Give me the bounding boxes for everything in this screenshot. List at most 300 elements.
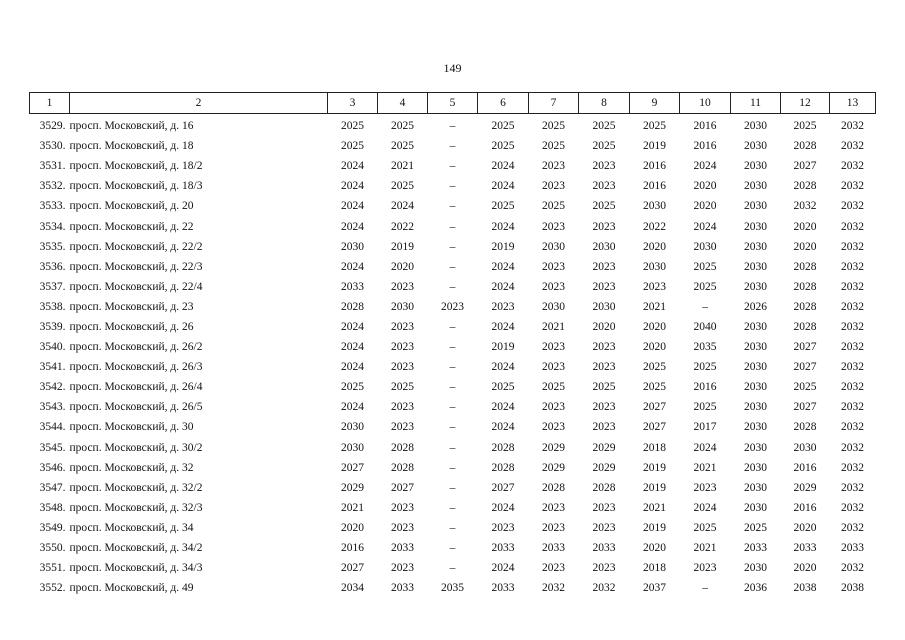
year-cell: 2023 [592,521,616,534]
year-cell: 2032 [592,582,616,595]
year-cell: 2022 [643,220,666,233]
table-row [30,216,876,236]
table-row [30,558,876,578]
year-cell: 2033 [592,542,616,555]
year-cell: 2030 [744,120,767,133]
year-cell: 2025 [643,381,666,394]
year-cell: 2023 [592,501,616,514]
year-cell: 2030 [744,401,767,414]
year-cell: 2025 [592,120,616,133]
table-row [30,114,876,137]
year-cell: 2029 [542,441,565,454]
year-cell: – [449,120,456,133]
year-cell: 2029 [592,461,616,474]
year-cell: 2023 [542,220,565,233]
year-cell: 2030 [693,240,717,253]
header-cell: 2 [70,93,328,114]
row-number-cell: 3540. [39,341,66,354]
year-cell: 2030 [744,280,767,293]
year-cell: 2024 [341,180,364,193]
year-cell: 2021 [693,542,717,555]
year-cell: 2025 [693,401,717,414]
year-cell: 2019 [643,481,666,494]
year-cell: 2025 [744,521,767,534]
year-cell: 2030 [744,421,767,434]
year-cell: 2038 [841,582,864,595]
address-cell: просп. Московский, д. 16 [69,120,194,133]
year-cell: 2019 [643,461,666,474]
year-cell: 2029 [542,461,565,474]
row-number-cell: 3546. [39,461,66,474]
year-cell: 2024 [693,441,717,454]
address-cell: просп. Московский, д. 34 [69,521,194,534]
year-cell: 2024 [341,220,364,233]
year-cell: 2023 [542,160,565,173]
year-cell: 2033 [491,582,515,595]
table-row [30,257,876,277]
year-cell: 2033 [341,280,364,293]
year-cell: 2016 [643,180,666,193]
year-cell: 2023 [542,401,565,414]
row-number-cell: 3538. [39,300,66,313]
year-cell: 2016 [693,140,717,153]
table-row [30,377,876,397]
year-cell: 2032 [841,361,864,374]
year-cell: 2032 [841,501,864,514]
year-cell: – [449,240,456,253]
year-cell: 2032 [841,461,864,474]
year-cell: 2024 [491,160,515,173]
year-cell: 2032 [841,120,864,133]
year-cell: 2025 [341,120,364,133]
year-cell: 2028 [391,461,414,474]
year-cell: – [449,381,456,394]
year-cell: 2016 [693,381,717,394]
row-number-cell: 3545. [39,441,66,454]
year-cell: 2024 [693,160,717,173]
year-cell: 2024 [491,361,515,374]
year-cell: 2025 [592,200,616,213]
year-cell: 2025 [693,361,717,374]
header-cell: 5 [428,93,478,114]
year-cell: 2025 [643,361,666,374]
table-row [30,478,876,498]
year-cell: 2028 [592,481,616,494]
year-cell: 2036 [744,582,767,595]
year-cell: 2023 [592,180,616,193]
year-cell: 2020 [341,521,364,534]
row-number-cell: 3542. [39,381,66,394]
year-cell: 2032 [841,200,864,213]
address-cell: просп. Московский, д. 22 [69,220,194,233]
year-cell: 2020 [592,320,616,333]
year-cell: 2027 [341,461,364,474]
year-cell: – [449,481,456,494]
year-cell: 2020 [793,521,817,534]
year-cell: 2030 [744,260,767,273]
year-cell: 2028 [491,461,515,474]
year-cell: 2030 [744,501,767,514]
year-cell: 2023 [592,260,616,273]
year-cell: 2029 [793,481,817,494]
year-cell: 2027 [491,481,515,494]
year-cell: 2023 [592,401,616,414]
row-number-cell: 3552. [39,582,66,595]
year-cell: 2024 [491,220,515,233]
year-cell: 2020 [643,320,666,333]
address-cell: просп. Московский, д. 18/3 [69,180,203,193]
row-number-cell: 3550. [39,542,66,555]
year-cell: 2023 [391,361,414,374]
year-cell: 2028 [391,441,414,454]
year-cell: 2023 [391,320,414,333]
year-cell: 2025 [592,381,616,394]
year-cell: 2028 [793,180,817,193]
year-cell: 2023 [542,562,565,575]
year-cell: 2020 [793,220,817,233]
year-cell: 2035 [693,341,717,354]
year-cell: 2020 [643,542,666,555]
year-cell: 2024 [341,200,364,213]
year-cell: 2032 [841,401,864,414]
year-cell: 2030 [744,461,767,474]
year-cell: 2033 [841,542,864,555]
year-cell: 2033 [744,542,767,555]
year-cell: 2030 [793,441,817,454]
year-cell: 2038 [793,582,817,595]
year-cell: 2032 [841,421,864,434]
address-cell: просп. Московский, д. 26/5 [69,401,203,414]
year-cell: 2021 [693,461,717,474]
year-cell: – [449,542,456,555]
year-cell: 2020 [793,562,817,575]
row-number-cell: 3551. [39,562,66,575]
row-number-cell: 3534. [39,220,66,233]
year-cell: 2030 [744,320,767,333]
year-cell: 2018 [643,562,666,575]
row-number-cell: 3549. [39,521,66,534]
year-cell: 2024 [341,320,364,333]
header-cell: 4 [378,93,428,114]
year-cell: 2032 [841,160,864,173]
year-cell: 2023 [542,421,565,434]
year-cell: – [449,521,456,534]
year-cell: 2030 [744,441,767,454]
header-cell: 6 [478,93,529,114]
year-cell: 2024 [693,220,717,233]
year-cell: 2024 [491,421,515,434]
year-cell: 2016 [793,501,817,514]
year-cell: 2016 [341,542,364,555]
year-cell: 2024 [341,361,364,374]
year-cell: 2023 [542,341,565,354]
year-cell: 2025 [693,260,717,273]
table-row [30,357,876,377]
year-cell: 2024 [491,180,515,193]
table-row [30,196,876,216]
row-number-cell: 3544. [39,421,66,434]
year-cell: 2025 [542,140,565,153]
address-cell: просп. Московский, д. 23 [69,300,194,313]
year-cell: 2028 [341,300,364,313]
year-cell: 2030 [744,562,767,575]
year-cell: 2032 [841,341,864,354]
year-cell: 2024 [341,341,364,354]
table-row [30,538,876,558]
year-cell: – [449,280,456,293]
address-cell: просп. Московский, д. 30/2 [69,441,203,454]
year-cell: 2033 [391,582,414,595]
table-row [30,237,876,257]
year-cell: 2028 [542,481,565,494]
year-cell: 2032 [841,441,864,454]
year-cell: 2025 [391,120,414,133]
year-cell: 2030 [744,481,767,494]
address-cell: просп. Московский, д. 26 [69,320,194,333]
year-cell: 2021 [391,160,414,173]
table-header-row [30,93,876,114]
year-cell: 2032 [841,381,864,394]
table-row [30,438,876,458]
year-cell: 2030 [341,421,364,434]
year-cell: 2030 [744,140,767,153]
year-cell: 2028 [793,421,817,434]
row-number-cell: 3547. [39,481,66,494]
year-cell: 2025 [491,140,515,153]
row-number-cell: 3537. [39,280,66,293]
year-cell: 2025 [391,180,414,193]
year-cell: 2030 [744,220,767,233]
year-cell: – [449,441,456,454]
year-cell: – [449,341,456,354]
year-cell: 2024 [341,160,364,173]
year-cell: 2025 [491,120,515,133]
table-row [30,458,876,478]
year-cell: 2032 [841,562,864,575]
year-cell: 2040 [693,320,717,333]
year-cell: 2028 [491,441,515,454]
year-cell: 2016 [693,120,717,133]
address-cell: просп. Московский, д. 22/2 [69,240,203,253]
year-cell: 2030 [744,240,767,253]
year-cell: 2025 [341,381,364,394]
address-cell: просп. Московский, д. 18 [69,140,194,153]
year-cell: 2024 [491,320,515,333]
year-cell: 2029 [592,441,616,454]
year-cell: 2025 [793,120,817,133]
header-cell: 10 [680,93,731,114]
year-cell: 2025 [542,120,565,133]
year-cell: 2020 [391,260,414,273]
year-cell: 2024 [391,200,414,213]
address-cell: просп. Московский, д. 18/2 [69,160,203,173]
address-cell: просп. Московский, д. 32/3 [69,501,203,514]
year-cell: 2032 [841,140,864,153]
year-cell: 2023 [592,562,616,575]
year-cell: 2020 [693,180,717,193]
table-row [30,417,876,437]
year-cell: 2028 [793,260,817,273]
address-cell: просп. Московский, д. 32 [69,461,194,474]
year-cell: – [449,421,456,434]
table-row [30,397,876,417]
year-cell: 2023 [592,341,616,354]
year-cell: 2032 [841,240,864,253]
year-cell: – [449,180,456,193]
row-number-cell: 3531. [39,160,66,173]
year-cell: 2032 [841,220,864,233]
header-cell: 9 [630,93,680,114]
year-cell: 2024 [491,401,515,414]
year-cell: 2023 [542,501,565,514]
year-cell: 2030 [592,300,616,313]
year-cell: 2023 [441,300,464,313]
year-cell: 2025 [391,381,414,394]
year-cell: 2027 [793,341,817,354]
year-cell: – [449,501,456,514]
year-cell: 2020 [693,200,717,213]
table-row [30,277,876,297]
address-cell: просп. Московский, д. 22/3 [69,260,203,273]
header-cell: 1 [30,93,70,114]
year-cell: 2035 [441,582,464,595]
year-cell: 2030 [643,260,666,273]
address-cell: просп. Московский, д. 26/2 [69,341,203,354]
year-cell: – [449,200,456,213]
year-cell: 2030 [744,200,767,213]
year-cell: 2028 [793,280,817,293]
year-cell: 2019 [391,240,414,253]
header-cell: 11 [731,93,781,114]
year-cell: 2025 [793,381,817,394]
year-cell: 2037 [643,582,666,595]
year-cell: 2030 [341,441,364,454]
year-cell: 2030 [744,180,767,193]
year-cell: 2023 [693,562,717,575]
year-cell: 2016 [643,160,666,173]
year-cell: 2018 [643,441,666,454]
year-cell: 2020 [793,240,817,253]
year-cell: 2030 [391,300,414,313]
year-cell: – [449,140,456,153]
year-cell: 2033 [391,542,414,555]
year-cell: 2032 [841,280,864,293]
year-cell: 2023 [391,562,414,575]
table-row [30,337,876,357]
year-cell: 2025 [542,200,565,213]
year-cell: 2023 [391,341,414,354]
page-number: 149 [443,61,462,75]
year-cell: 2024 [341,401,364,414]
row-number-cell: 3535. [39,240,66,253]
year-cell: 2026 [744,300,767,313]
year-cell: 2021 [643,300,666,313]
year-cell: 2028 [793,320,817,333]
year-cell: 2025 [693,521,717,534]
address-cell: просп. Московский, д. 20 [69,200,194,213]
year-cell: 2025 [693,280,717,293]
year-cell: 2023 [592,421,616,434]
year-cell: 2025 [391,140,414,153]
year-cell: 2023 [592,361,616,374]
year-cell: – [702,300,708,313]
register-table [29,92,876,598]
year-cell: – [449,401,456,414]
year-cell: 2032 [841,260,864,273]
address-cell: просп. Московский, д. 26/3 [69,361,203,374]
year-cell: 2029 [341,481,364,494]
year-cell: 2025 [491,381,515,394]
year-cell: 2023 [491,300,515,313]
year-cell: 2030 [542,240,565,253]
year-cell: 2023 [592,220,616,233]
year-cell: 2023 [542,260,565,273]
table-row [30,498,876,518]
year-cell: 2030 [744,341,767,354]
row-number-cell: 3543. [39,401,66,414]
year-cell: 2032 [793,200,817,213]
table-row [30,176,876,196]
year-cell: 2019 [643,521,666,534]
year-cell: – [449,461,456,474]
year-cell: 2023 [643,280,666,293]
year-cell: 2033 [491,542,515,555]
year-cell: 2027 [643,401,666,414]
row-number-cell: 3541. [39,361,66,374]
header-cell: 7 [529,93,579,114]
year-cell: 2027 [793,160,817,173]
year-cell: 2024 [491,501,515,514]
year-cell: 2027 [391,481,414,494]
year-cell: 2021 [341,501,364,514]
address-cell: просп. Московский, д. 22/4 [69,280,203,293]
year-cell: – [449,320,456,333]
year-cell: 2032 [841,320,864,333]
address-cell: просп. Московский, д. 30 [69,421,194,434]
year-cell: 2019 [491,341,515,354]
year-cell: 2023 [542,521,565,534]
year-cell: 2025 [643,120,666,133]
address-cell: просп. Московский, д. 26/4 [69,381,203,394]
address-cell: просп. Московский, д. 34/3 [69,562,203,575]
year-cell: 2017 [693,421,717,434]
year-cell: 2027 [793,401,817,414]
year-cell: 2021 [542,320,565,333]
header-cell: 12 [781,93,830,114]
address-cell: просп. Московский, д. 49 [69,582,194,595]
year-cell: 2030 [744,160,767,173]
header-cell: 8 [579,93,630,114]
table-body [30,114,876,599]
year-cell: 2019 [643,140,666,153]
table-row [30,317,876,337]
year-cell: 2030 [744,361,767,374]
row-number-cell: 3536. [39,260,66,273]
year-cell: 2024 [341,260,364,273]
year-cell: 2023 [391,421,414,434]
year-cell: – [702,582,708,595]
year-cell: 2025 [491,200,515,213]
year-cell: 2028 [793,140,817,153]
year-cell: 2016 [793,461,817,474]
year-cell: 2024 [693,501,717,514]
row-number-cell: 3529. [39,120,66,133]
year-cell: 2030 [744,381,767,394]
row-number-cell: 3548. [39,501,66,514]
year-cell: 2023 [391,501,414,514]
year-cell: 2032 [841,481,864,494]
year-cell: 2025 [592,140,616,153]
